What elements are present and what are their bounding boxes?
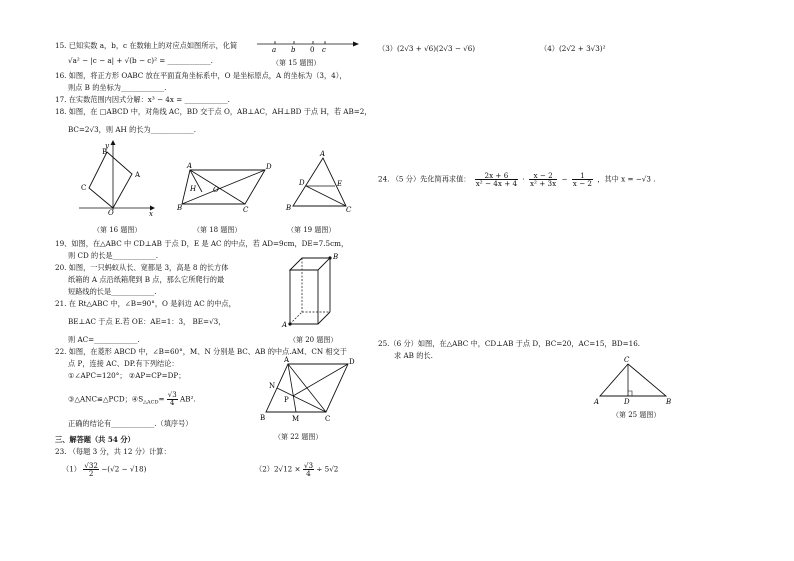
q15-expr: √a² − |c − a| + √(b − c)² = ____________. [68,56,213,65]
svg-text:M: M [292,415,300,423]
q21-line1: 21. 在 Rt△ABC 中，∠B=90°，O 是斜边 AC 的中点， [55,299,236,308]
number-line-figure [255,38,360,56]
svg-text:D: D [266,163,272,171]
q25-line2: 求 AB 的长. [394,351,433,360]
q20-line3: 短路线的长是____________. [68,287,157,296]
q18-line2: BC=2√3，则 AH 的长为____________. [68,125,197,134]
svg-text:A: A [282,321,288,329]
svg-text:B: B [177,204,183,212]
svg-text:O: O [213,186,219,194]
q21-line2: BE⊥AC 于点 E.若 OE：AE=1：3， BE=√3， [68,317,226,326]
q22-line4: ③△ANC≌△PCD；$④S_{\triangle ACD}=$ $\frac{√3}{4}$ AB². [68,391,196,407]
svg-text:D: D [624,398,630,406]
svg-text:C: C [624,356,630,364]
svg-text:D: D [349,358,355,366]
section3-title: 三、解答题（共 54 分） [55,435,135,444]
fig20-caption: （第 20 题图） [289,336,338,344]
q23-part4: （4）(2√2 + 3√3)² [540,44,606,53]
q17-text: 17. 在实数范围内因式分解：x³ − 4x = ____________. [55,95,230,104]
q19-line2: 则 CD 的长是____________. [68,251,158,260]
numline-label-a: a [272,46,277,54]
fig19-triangle [283,150,353,212]
svg-text:B: B [102,148,108,156]
q22-line2: 点 P，连接 AC、DP.有下列结论： [68,359,179,368]
fig16-caption: （第 16 题图） [93,226,142,234]
q23-part1: （1） $\frac{√32}{2}$ −(√2 − √18) [62,461,147,479]
svg-text:C: C [81,184,87,192]
svg-text:A: A [284,356,290,364]
svg-text:H: H [190,185,197,193]
q18-line1: 18. 如图，在 □ABCD 中，对角线 AC，BD 交于点 O，AB⊥AC，AH⊥BD 于点 H，若 AB=2， [55,107,372,116]
svg-text:y: y [105,142,109,150]
svg-text:C: C [243,206,249,214]
svg-text:B: B [260,414,266,422]
q23-title: 23. （每题 3 分，共 12 分）计算： [55,447,171,456]
svg-text:C: C [346,206,352,214]
fig25-caption: （第 25 题图） [612,411,661,419]
q15-text: 15. 已知实数 a，b，c 在数轴上的对应点如图所示，化简 [55,41,238,50]
q23-part2: （2）2√12 × $\frac{√3}{4}$ ÷ 5√2 [255,461,339,479]
svg-text:A: A [320,150,326,158]
fig25-triangle [590,354,680,408]
svg-text:B: B [666,398,672,406]
svg-text:x: x [149,210,153,218]
q21-line3: 则 AC=____________. [68,335,140,344]
fig20-cuboid [280,252,350,330]
fig16-coordinate-square [75,140,160,218]
fig15-caption: （第 15 题图） [272,59,321,67]
svg-text:P: P [284,396,289,404]
q16-line2: 则点 B 的坐标为____________. [68,83,167,92]
numline-label-0: 0 [310,46,315,54]
svg-text:O: O [108,209,114,217]
q20-line1: 20. 如图，一只蚂蚁从长、宽都是 3，高是 8 的长方体 [55,263,229,272]
svg-text:A: A [187,162,193,170]
fig22-caption: （第 22 题图） [274,433,323,441]
q20-line2: 纸箱的 A 点沿纸箱爬到 B 点，那么它所爬行的最 [68,275,225,284]
svg-text:A: A [135,171,141,179]
fig18-caption: （第 18 题图） [193,226,242,234]
q19-line1: 19、如图，在△ABC 中 CD⊥AB 于点 D，E 是 AC 的中点，若 AD=9cm，DE=7.5cm， [55,239,349,248]
fig18-parallelogram [177,160,278,214]
numline-label-c: c [322,46,326,54]
svg-text:B: B [333,253,339,261]
q22-line1: 22. 如图，在菱形 ABCD 中，∠B=60°，M、N 分别是 BC、AB 的中点.AM、CN 相交于 [55,347,347,356]
q16-line1: 16. 如图，将正方形 OABC 放在平面直角坐标系中，O 是坐标原点，A 的坐标为（3，4）， [55,71,347,80]
svg-text:C: C [325,415,331,423]
q23-part3: （3）(2√3 + √6)(2√3 − √6) [378,44,476,53]
fig22-rhombus [258,356,358,424]
svg-text:B: B [286,204,292,212]
svg-text:E: E [337,180,343,188]
q22-line3: ①∠APC=120°； ②AP=CP=DP； [68,371,186,380]
fig19-caption: （第 19 题图） [287,226,336,234]
svg-text:N: N [269,382,276,390]
q25-line1: 25.（6 分）如图，在△ABC 中，CD⊥AB 于点 D，BC=20，AC=15，BD=16. [378,339,641,348]
numline-label-b: b [291,46,296,54]
svg-text:A: A [594,398,600,406]
q24-text: 24. （5 分）先化简再求值： $\frac{2x + 6}{\text{x² − 4x + 4}}$ · $\frac{x - 2}{\text{x² + 3x}}$ − $\frac{1}{x - 2}$ ，其中 x = −√3 . [378,171,656,189]
svg-text:D: D [299,179,305,187]
q22-line5: 正确的结论有____________.（填序号） [68,419,193,428]
